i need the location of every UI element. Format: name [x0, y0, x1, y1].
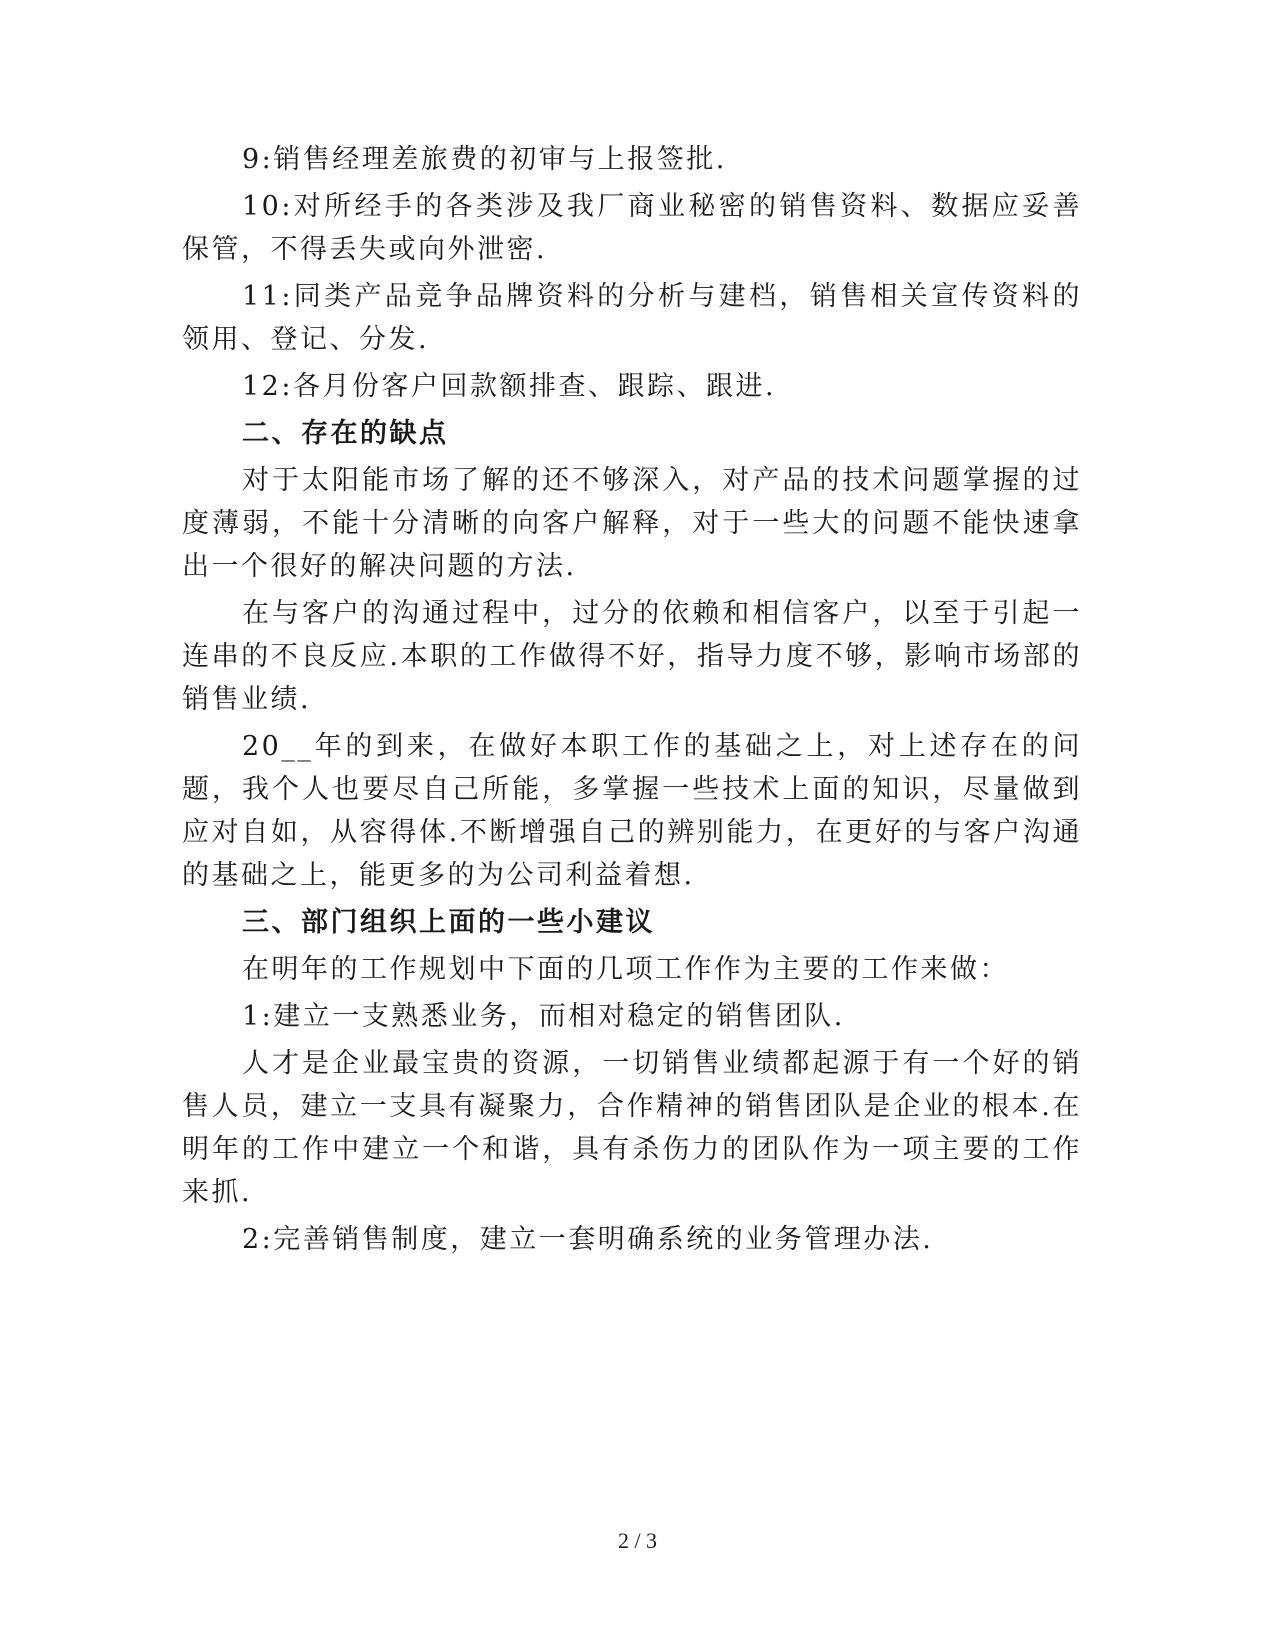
list-item-suggestion-1: 1:建立一支熟悉业务，而相对稳定的销售团队. — [242, 1001, 845, 1032]
list-item-12: 12:各月份客户回款额排查、跟踪、跟进. — [242, 371, 777, 402]
document-body — [182, 138, 1082, 1265]
paragraph-market-knowledge: 对于太阳能市场了解的还不够深入，对产品的技术问题掌握的过度薄弱，不能十分清晰的向客户解释，对于一些大的问题不能快速拿出一个很好的解决问题的方法. — [182, 465, 1082, 582]
page-number: 2 / 3 — [617, 1528, 658, 1553]
paragraph-next-year-plan: 20__年的到来，在做好本职工作的基础之上，对上述存在的问题，我个人也要尽自己所能，多掌握一些技术上面的知识，尽量做到应对自如，从容得体.不断增强自己的辨别能力，在更好的与客户沟通的基础之上，能更多的为公司利益着想. — [182, 731, 1082, 891]
list-item-suggestion-2: 2:完善销售制度，建立一套明确系统的业务管理办法. — [242, 1224, 934, 1255]
list-item-9: 9:销售经理差旅费的初审与上报签批. — [242, 144, 727, 175]
paragraph-talent: 人才是企业最宝贵的资源，一切销售业绩都起源于有一个好的销售人员，建立一支具有凝聚力，合作精神的销售团队是企业的根本.在明年的工作中建立一个和谐，具有杀伤力的团队作为一项主要的工作来抓. — [182, 1048, 1082, 1208]
section-heading-suggestions: 三、部门组织上面的一些小建议 — [242, 907, 655, 938]
paragraph-customer-communication: 在与客户的沟通过程中，过分的依赖和相信客户，以至于引起一连串的不良反应.本职的工作做得不好，指导力度不够，影响市场部的销售业绩. — [182, 598, 1082, 715]
paragraph-work-plan-intro: 在明年的工作规划中下面的几项工作作为主要的工作来做： — [242, 954, 1009, 985]
section-heading-shortcomings: 二、存在的缺点 — [242, 418, 449, 449]
list-item-10: 10:对所经手的各类涉及我厂商业秘密的销售资料、数据应妥善保管，不得丢失或向外泄密. — [182, 191, 1082, 265]
list-item-11: 11:同类产品竞争品牌资料的分析与建档，销售相关宣传资料的领用、登记、分发. — [182, 281, 1082, 355]
